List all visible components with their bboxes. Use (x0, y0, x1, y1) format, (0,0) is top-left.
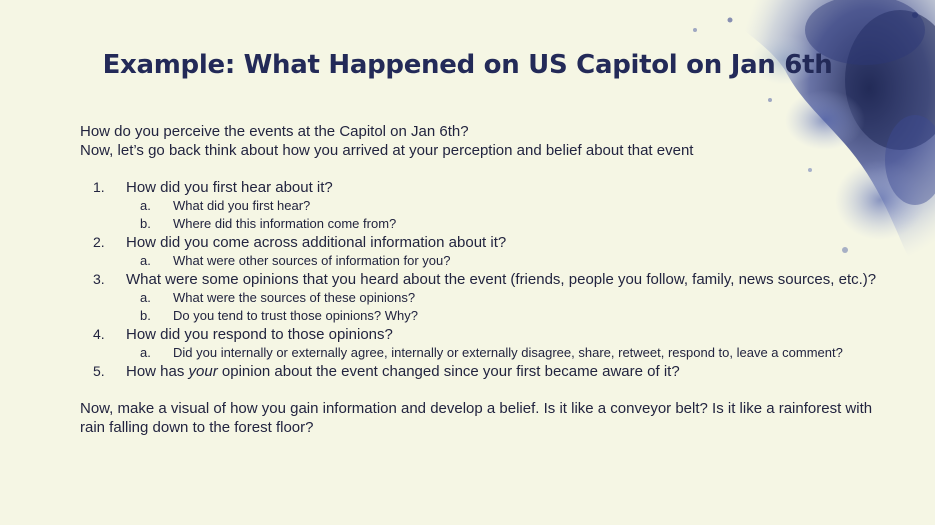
question-text (126, 363, 680, 380)
sub-question-item (126, 307, 880, 325)
question-item (80, 270, 880, 325)
question-number: 1. (93, 179, 105, 195)
intro (80, 122, 880, 160)
question-text: How did you come across additional information about it? (126, 234, 507, 251)
question-item (80, 178, 880, 233)
sub-question-list (126, 197, 880, 233)
question-number: 2. (93, 234, 105, 250)
question-list (80, 178, 880, 381)
sub-question-letter: a. (140, 198, 151, 213)
sub-question-list (126, 344, 880, 362)
sub-question-letter: a. (140, 345, 151, 360)
sub-question-text: What were the sources of these opinions? (173, 290, 416, 305)
sub-question-list (126, 289, 880, 325)
sub-question-text: Did you internally or externally agree, internally or externally disagree, share, retweet, respond to, leave a comment? (173, 345, 843, 360)
question-text: What were some opinions that you heard about the event (friends, people you follow, family, news sources, etc.)? (126, 271, 877, 288)
sub-question-letter: a. (140, 290, 151, 305)
question-number: 5. (93, 363, 105, 379)
question-number: 3. (93, 271, 105, 287)
sub-question-letter: a. (140, 253, 151, 268)
question-item (80, 233, 880, 270)
question-item (80, 325, 880, 362)
outro-text: Now, make a visual of how you gain information and develop a belief. Is it like a conveyor belt? Is it like a rainforest with rain falling down to the forest floor? (80, 400, 873, 436)
intro-line: Now, let’s go back think about how you arrived at your perception and belief about that event (80, 142, 694, 159)
slide-title: Example: What Happened on US Capitol on Jan 6th (102, 50, 833, 80)
sub-question-letter: b. (140, 308, 151, 323)
question-text-emphasis: your (188, 363, 218, 380)
sub-question-text: Where did this information come from? (173, 216, 397, 231)
question-number: 4. (93, 326, 105, 342)
sub-question-text: Do you tend to trust those opinions? Why? (173, 308, 418, 323)
sub-question-item (126, 197, 880, 215)
sub-question-item (126, 344, 880, 362)
question-text-part: How has (126, 363, 189, 380)
sub-question-letter: b. (140, 216, 151, 231)
sub-question-list (126, 252, 880, 270)
question-text-part: opinion about the event changed since your first became aware of it? (217, 363, 680, 380)
sub-question-item (126, 289, 880, 307)
sub-question-item (126, 252, 880, 270)
sub-question-item (126, 215, 880, 233)
sub-question-text: What did you first hear? (173, 198, 311, 213)
question-item (80, 362, 880, 381)
intro-line: How do you perceive the events at the Capitol on Jan 6th? (80, 123, 469, 140)
question-text: How did you respond to those opinions? (126, 326, 393, 343)
slide-body (80, 122, 880, 437)
outro (80, 399, 880, 437)
sub-question-text: What were other sources of information for you? (173, 253, 451, 268)
question-text: How did you first hear about it? (126, 179, 333, 196)
